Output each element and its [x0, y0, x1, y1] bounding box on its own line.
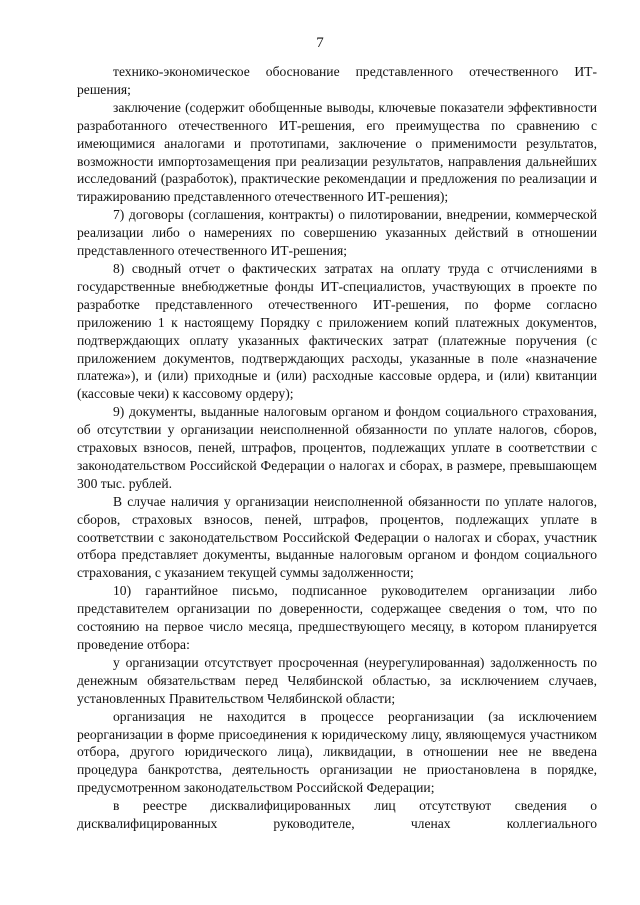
paragraph-no-reorganization: организация не находится в процессе реорганизации (за исключением реорганизации в форме присоединения к юридическому лицу, являющемуся участником отбора, другого юридического лица), ликвидации, в отношении нее не введена процедура банкротства, деятельность организации не приостановлена в порядке, предусмотренном законодательством Российской Федерации; [77, 708, 597, 796]
paragraph-feasibility-study: технико-экономическое обоснование представленного отечественного ИТ-решения; [77, 64, 597, 97]
paragraph-disqualified-registry: в реестре дисквалифицированных лиц отсутствуют сведения о дисквалифицированных руководителе, членах коллегиального [77, 798, 597, 832]
document-body [77, 63, 597, 833]
paragraph-item-7-contracts: 7) договоры (соглашения, контракты) о пилотировании, внедрении, коммерческой реализации либо о намерениях по совершению указанных действий в отношении представленного отечественного ИТ-решения; [77, 207, 597, 259]
paragraph-conclusion: заключение (содержит обобщенные выводы, ключевые показатели эффективности разработанного отечественного ИТ-решения, его преимущества по сравнению с имеющимися аналогами и прототипами, заключение о применимости результатов, возможности импортозамещения при реализации результатов, направления дальнейших исследований (разработок), практические рекомендации и предложения по реализации и тиражированию представленного отечественного ИТ-решения); [77, 99, 597, 205]
paragraph-outstanding-obligations: В случае наличия у организации неисполненной обязанности по уплате налогов, сборов, страховых взносов, пеней, штрафов, процентов, подлежащих уплате в соответствии с законодательством Российской Федерации о налогах и сборах, участник отбора представляет документы, выданные налоговым органом и фондом социального страхования, с указанием текущей суммы задолженности; [77, 493, 597, 581]
paragraph-item-10-guarantee-letter: 10) гарантийное письмо, подписанное руководителем организации либо представителем организации по доверенности, содержащее сведения о том, что по состоянию на первое число месяца, предшествующего месяцу, в котором планируется проведение отбора: [77, 583, 597, 652]
paragraph-item-8-cost-report: 8) сводный отчет о фактических затратах на оплату труда с отчислениями в государственные внебюджетные фонды ИТ-специалистов, участвующих в проекте по разработке представленного отечественного ИТ-решения, по форме согласно приложению 1 к настоящему Порядку с приложением копий платежных документов, подтверждающих оплату указанных фактических затрат (платежные поручения (с приложением документов, подтверждающих расходы, указанные в поле «назначение платежа»), и (или) приходные и (или) расходные кассовые ордера, и (или) квитанции (кассовые чеки) к кассовому ордеру); [77, 260, 597, 402]
paragraph-no-overdue-debt: у организации отсутствует просроченная (неурегулированная) задолженность по денежным обязательствам перед Челябинской областью, за исключением случаев, установленных Правительством Челябинской области; [77, 654, 597, 706]
paragraph-item-9-tax-documents: 9) документы, выданные налоговым органом и фондом социального страхования, об отсутствии у организации неисполненной обязанности по уплате налогов, сборов, страховых взносов, пеней, штрафов, процентов, подлежащих уплате в соответствии с законодательством Российской Федерации о налогах и сборах, в размере, превышающем 300 тыс. рублей. [77, 404, 597, 491]
page-number: 7 [316, 35, 324, 51]
